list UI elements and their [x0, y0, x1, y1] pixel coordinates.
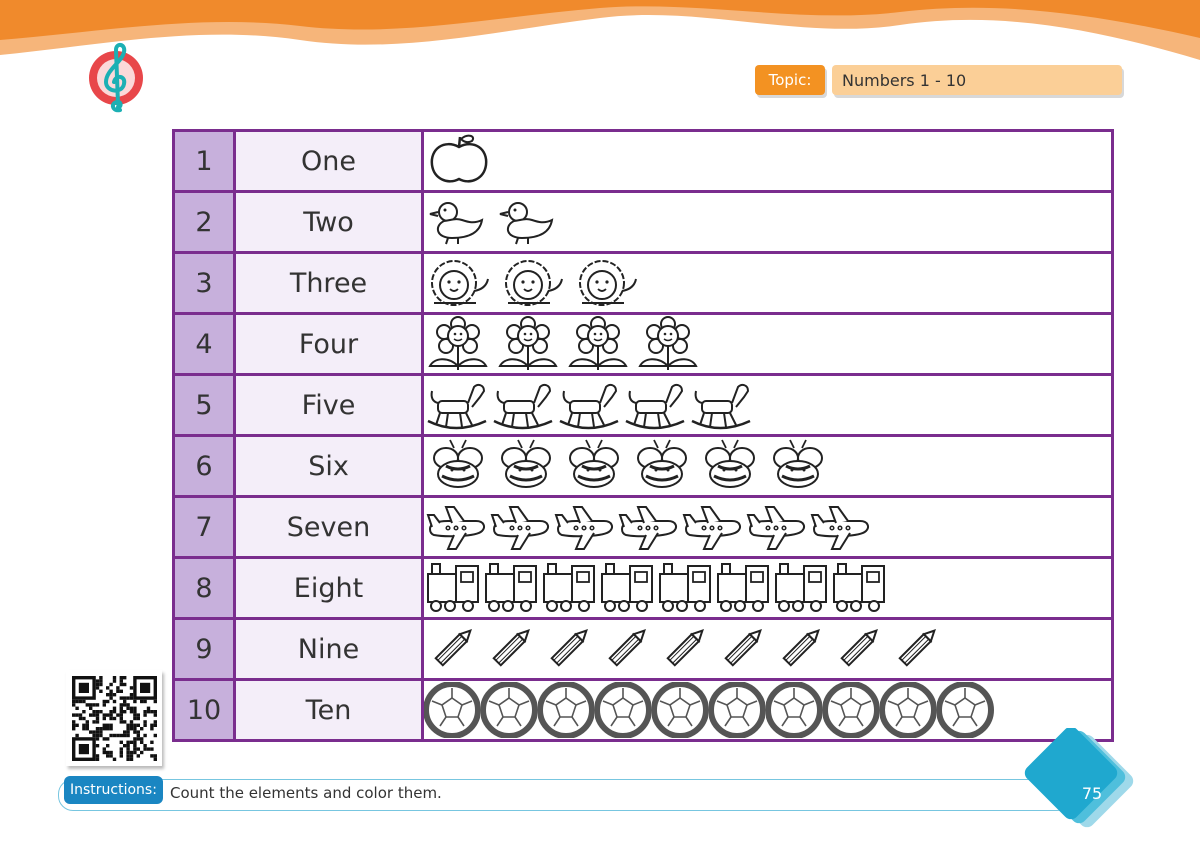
- row-pictures: [423, 314, 1113, 375]
- pencil-icon: [540, 621, 598, 677]
- pencil-icon: [656, 621, 714, 677]
- bee-icon: [628, 438, 696, 494]
- table-row: [174, 619, 1113, 680]
- train-icon: [424, 560, 482, 616]
- lion-icon: [572, 255, 646, 311]
- train-icon: [656, 560, 714, 616]
- rocking-horse-icon: [622, 377, 688, 433]
- rocking-horse-icon: [490, 377, 556, 433]
- row-number: 5: [174, 375, 235, 436]
- row-pictures: [423, 375, 1113, 436]
- soccer-ball-icon: [481, 682, 538, 738]
- row-pictures: [423, 131, 1113, 192]
- row-pictures: [423, 192, 1113, 253]
- table-row: [174, 558, 1113, 619]
- soccer-ball-icon: [880, 682, 937, 738]
- soccer-ball-icon: [424, 682, 481, 738]
- row-number: 7: [174, 497, 235, 558]
- table-row: [174, 375, 1113, 436]
- row-word: Seven: [235, 497, 423, 558]
- train-icon: [830, 560, 888, 616]
- bee-icon: [764, 438, 832, 494]
- row-number: 8: [174, 558, 235, 619]
- bee-icon: [492, 438, 560, 494]
- row-word: Nine: [235, 619, 423, 680]
- bee-icon: [424, 438, 492, 494]
- train-icon: [598, 560, 656, 616]
- pencil-icon: [714, 621, 772, 677]
- soccer-ball-icon: [538, 682, 595, 738]
- table-row: [174, 131, 1113, 192]
- pencil-icon: [830, 621, 888, 677]
- pencil-icon: [772, 621, 830, 677]
- row-word: One: [235, 131, 423, 192]
- qr-code-icon: [66, 670, 162, 766]
- pencil-icon: [598, 621, 656, 677]
- rocking-horse-icon: [556, 377, 622, 433]
- page-number-badge: [1022, 728, 1162, 838]
- lion-icon: [424, 255, 498, 311]
- row-pictures: [423, 558, 1113, 619]
- flower-icon: [634, 316, 704, 372]
- page-number: 75: [1081, 784, 1103, 803]
- counting-table: [172, 129, 1114, 742]
- flower-icon: [564, 316, 634, 372]
- row-number: 4: [174, 314, 235, 375]
- lion-icon: [498, 255, 572, 311]
- row-pictures: [423, 619, 1113, 680]
- row-pictures: [423, 253, 1113, 314]
- row-number: 9: [174, 619, 235, 680]
- soccer-ball-icon: [823, 682, 880, 738]
- soccer-ball-icon: [937, 682, 994, 738]
- duck-icon: [424, 194, 494, 250]
- apple-icon: [424, 133, 494, 189]
- bee-icon: [696, 438, 764, 494]
- airplane-icon: [744, 499, 808, 555]
- train-icon: [540, 560, 598, 616]
- airplane-icon: [616, 499, 680, 555]
- airplane-icon: [424, 499, 488, 555]
- table-row: [174, 314, 1113, 375]
- duck-icon: [494, 194, 564, 250]
- instructions-label: Instructions:: [64, 776, 163, 804]
- row-word: Two: [235, 192, 423, 253]
- row-word: Five: [235, 375, 423, 436]
- table-row: [174, 680, 1113, 741]
- soccer-ball-icon: [709, 682, 766, 738]
- table-row: [174, 497, 1113, 558]
- train-icon: [714, 560, 772, 616]
- row-pictures: [423, 497, 1113, 558]
- row-word: Six: [235, 436, 423, 497]
- pencil-icon: [482, 621, 540, 677]
- airplane-icon: [488, 499, 552, 555]
- bee-icon: [560, 438, 628, 494]
- pencil-icon: [424, 621, 482, 677]
- row-number: 6: [174, 436, 235, 497]
- row-pictures: [423, 680, 1113, 741]
- instructions-text: Count the elements and color them.: [170, 784, 442, 802]
- row-number: 2: [174, 192, 235, 253]
- train-icon: [482, 560, 540, 616]
- flower-icon: [424, 316, 494, 372]
- music-logo-icon: [86, 40, 146, 116]
- table-row: [174, 253, 1113, 314]
- row-pictures: [423, 436, 1113, 497]
- row-word: Ten: [235, 680, 423, 741]
- rocking-horse-icon: [424, 377, 490, 433]
- pencil-icon: [888, 621, 946, 677]
- soccer-ball-icon: [595, 682, 652, 738]
- soccer-ball-icon: [652, 682, 709, 738]
- train-icon: [772, 560, 830, 616]
- airplane-icon: [552, 499, 616, 555]
- row-word: Four: [235, 314, 423, 375]
- row-number: 10: [174, 680, 235, 741]
- topic-value: Numbers 1 - 10: [832, 65, 1122, 95]
- row-word: Eight: [235, 558, 423, 619]
- table-row: [174, 192, 1113, 253]
- airplane-icon: [808, 499, 872, 555]
- row-number: 3: [174, 253, 235, 314]
- topic-label: Topic:: [755, 65, 825, 95]
- soccer-ball-icon: [766, 682, 823, 738]
- rocking-horse-icon: [688, 377, 754, 433]
- table-row: [174, 436, 1113, 497]
- row-word: Three: [235, 253, 423, 314]
- row-number: 1: [174, 131, 235, 192]
- flower-icon: [494, 316, 564, 372]
- airplane-icon: [680, 499, 744, 555]
